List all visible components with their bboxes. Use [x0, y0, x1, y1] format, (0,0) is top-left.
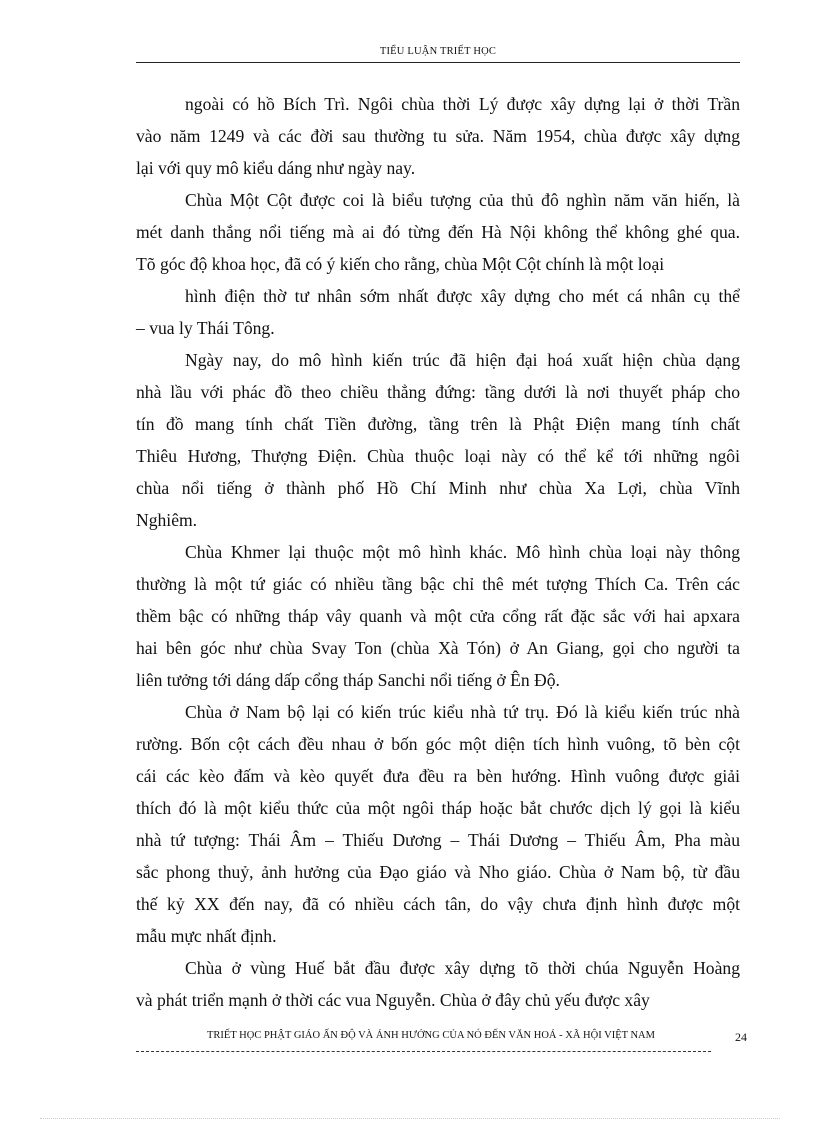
text-line: nhà lầu với phác đồ theo chiều thẳng đứng: tầng dưới là nơi thuyết pháp cho	[136, 382, 740, 402]
text-line: Chùa ở Nam bộ lại có kiến trúc kiểu nhà tứ trụ. Đó là kiểu kiến trúc nhà	[185, 702, 740, 722]
page-edge-divider	[40, 1118, 780, 1119]
text-line: sắc phong thuỷ, ảnh hưởng của Đạo giáo và Nho giáo. Chùa ở Nam bộ, từ đầu	[136, 862, 740, 882]
text-line: ngoài có hồ Bích Trì. Ngôi chùa thời Lý được xây dựng lại ở thời Trần	[185, 94, 740, 114]
paragraph	[136, 536, 740, 696]
text-line: nhà tứ tượng: Thái Âm – Thiếu Dương – Thái Dương – Thiếu Âm, Pha màu	[136, 830, 740, 850]
text-line: rường. Bốn cột cách đều nhau ở bốn góc một diện tích hình vuông, tõ bèn cột	[136, 734, 740, 754]
paragraph	[136, 696, 740, 952]
text-line: thích đó là một kiểu thức của một ngôi tháp hoặc bắt chước dịch lý gọi là kiểu	[136, 798, 740, 818]
text-line: thềm bậc có những tháp vây quanh và một cửa cổng rất đặc sắc với hai apxara	[136, 606, 740, 626]
paragraph	[136, 184, 740, 280]
text-line: hai bên góc như chùa Svay Ton (chùa Xà Tón) ở An Giang, gọi cho người ta	[136, 638, 740, 658]
text-line: Nghiêm.	[136, 510, 198, 530]
paragraph	[136, 344, 740, 536]
body-text	[136, 88, 740, 1016]
text-line: mét danh thắng nổi tiếng mà ai đó từng đến Hà Nội không thể không ghé qua.	[136, 222, 740, 242]
text-line: thế kỷ XX đến nay, đã có nhiều cách tân, do vậy chưa định hình được một	[136, 894, 740, 914]
text-line: Thiêu Hương, Thượng Điện. Chùa thuộc loại này có thể kể tới những ngôi	[136, 446, 740, 466]
text-line: Chùa Khmer lại thuộc một mô hình khác. Mô hình chùa loại này thông	[185, 542, 740, 562]
text-line: Tõ góc độ khoa học, đã có ý kiến cho rằng, chùa Một Cột chính là một loại	[136, 254, 665, 274]
text-line: và phát triển mạnh ở thời các vua Nguyễn. Chùa ở đây chủ yếu được xây	[136, 990, 650, 1010]
text-line: liên tưởng tới dáng dấp cổng tháp Sanchi nổi tiếng ở Ên Độ.	[136, 670, 560, 690]
footer-rule	[136, 1051, 711, 1052]
text-line: – vua ly Thái Tông.	[136, 318, 275, 338]
text-line: hình điện thờ tư nhân sớm nhất được xây dựng cho mét cá nhân cụ thể	[185, 286, 740, 306]
paragraph	[136, 952, 740, 1016]
text-line: chùa nổi tiếng ở thành phố Hồ Chí Minh như chùa Xa Lợi, chùa Vĩnh	[136, 478, 740, 498]
text-line: lại với quy mô kiểu dáng như ngày nay.	[136, 158, 416, 178]
paragraph	[136, 280, 740, 344]
header-rule	[136, 62, 740, 63]
text-line: tín đồ mang tính chất Tiền đường, tầng trên là Phật Điện mang tính chất	[136, 414, 740, 434]
paragraph	[136, 88, 740, 184]
text-line: Chùa Một Cột được coi là biểu tượng của thủ đô nghìn năm văn hiến, là	[185, 190, 740, 210]
text-line: vào năm 1249 và các đời sau thường tu sửa. Năm 1954, chùa được xây dựng	[136, 126, 740, 146]
footer-title: TRIẾT HỌC PHẬT GIÁO ẤN ĐỘ VÀ ẢNH HƯỞNG CỦA NÓ ĐẾN VĂN HOÁ - XÃ HỘI VIỆT NAM	[207, 1030, 655, 1041]
header-title: TIỂU LUẬN TRIẾT HỌC	[379, 46, 497, 57]
text-line: Chùa ở vùng Huế bắt đầu được xây dựng tõ thời chúa Nguyễn Hoàng	[185, 958, 740, 978]
page-number: 24	[735, 1030, 747, 1044]
text-line: Ngày nay, do mô hình kiến trúc đã hiện đại hoá xuất hiện chùa dạng	[185, 350, 740, 370]
text-line: thường là một tứ giác có nhiều tầng bậc chỉ thê mét tượng Thích Ca. Trên các	[136, 574, 740, 594]
text-line: mẫu mực nhất định.	[136, 926, 277, 946]
text-line: cái các kèo đấm và kèo quyết đưa đều ra bèn hướng. Hình vuông được giải	[136, 766, 740, 786]
